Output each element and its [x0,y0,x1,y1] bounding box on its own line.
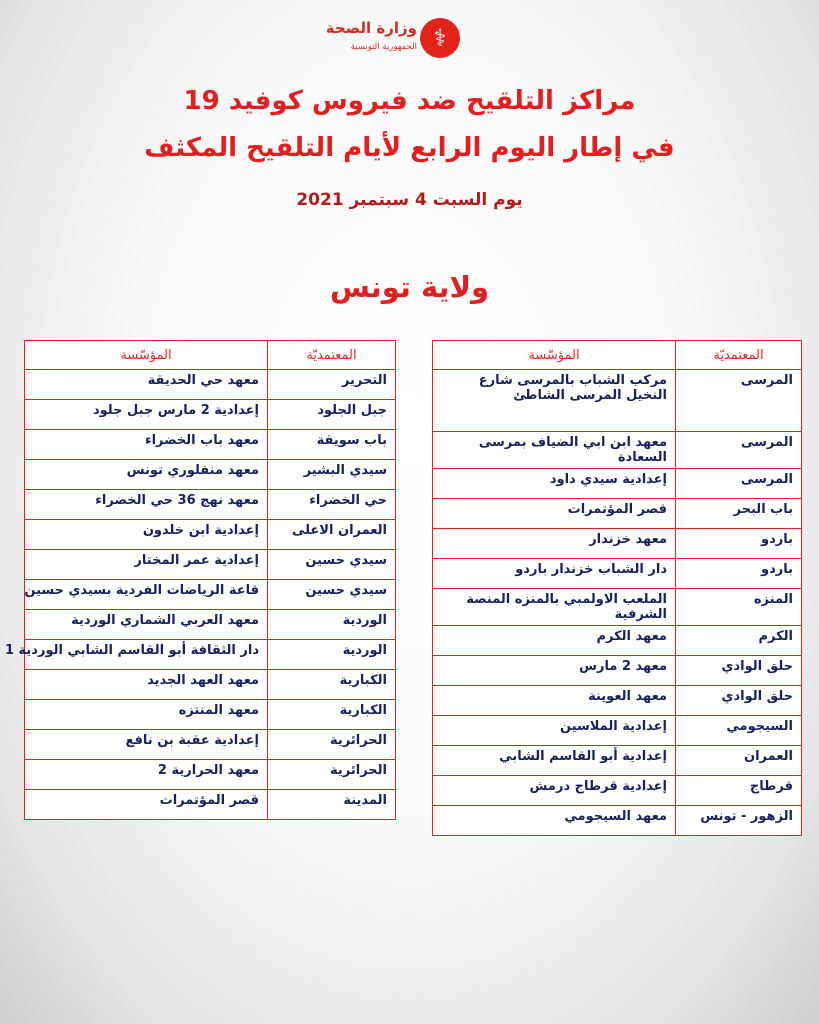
ministry-name: وزارة الصحة [325,19,417,37]
delegation-cell: الحرائرية [268,730,396,760]
column-header-delegation: المعتمديّة [268,341,396,370]
ministry-logo [325,16,479,66]
institution-cell: معهد منفلوري تونس [25,460,268,490]
table-row [25,580,396,610]
delegation-cell: التحرير [268,370,396,400]
institution-cell: معهد ابن ابي الضياف بمرسى السعادة [433,432,676,469]
column-header-institution: المؤسّسة [25,341,268,370]
delegation-cell: باب سويقة [268,430,396,460]
institution-cell: إعدادية عمر المختار [25,550,268,580]
institution-cell: معهد المنتزه [25,700,268,730]
table-row [25,400,396,430]
institution-cell: إعدادية عقبة بن نافع [25,730,268,760]
delegation-cell: الكبارية [268,700,396,730]
table-row [25,610,396,640]
institution-cell: إعدادية الملاسين [433,716,676,746]
table-row [25,550,396,580]
table-row [433,776,802,806]
delegation-cell: الزهور - تونس [676,806,802,836]
institution-cell: معهد 2 مارس [433,656,676,686]
table-row [25,460,396,490]
column-header-institution: المؤسّسة [433,341,676,370]
institution-cell: معهد حي الحديقة [25,370,268,400]
delegation-cell: قرطاج [676,776,802,806]
institution-cell: دار الشباب خزندار باردو [433,559,676,589]
institution-cell: معهد العهد الجديد [25,670,268,700]
table-row [433,559,802,589]
institution-cell: إعدادية سيدي داود [433,469,676,499]
delegation-cell: سيدي حسين [268,550,396,580]
institution-cell: مركب الشباب بالمرسى شارع النخيل المرسى الشاطئ [433,370,676,432]
delegation-cell: المرسى [676,370,802,432]
delegation-cell: الكبارية [268,670,396,700]
table-row [25,430,396,460]
delegation-cell: الوردية [268,640,396,670]
table-row [433,626,802,656]
institution-cell: قاعة الرياضات الفردية بسيدي حسين [25,580,268,610]
table-row [25,490,396,520]
delegation-cell: الكرم [676,626,802,656]
vaccination-centers-table-right [432,340,802,836]
page-title-line1: مراكز التلقيح ضد فيروس كوفيد 19 [183,86,636,116]
institution-cell: قصر المؤتمرات [433,499,676,529]
delegation-cell: سيدي البشير [268,460,396,490]
table-row [25,760,396,790]
delegation-cell: سيدي حسين [268,580,396,610]
column-header-delegation: المعتمديّة [676,341,802,370]
page-date: يوم السبت 4 سبتمبر 2021 [296,190,523,210]
delegation-cell: الوردية [268,610,396,640]
delegation-cell: باردو [676,529,802,559]
delegation-cell: باردو [676,559,802,589]
table-row [25,640,396,670]
table-row [433,499,802,529]
table-row [25,370,396,400]
governorate-heading: ولاية تونس [329,270,490,304]
table-row [433,469,802,499]
table-row [433,806,802,836]
institution-cell: إعدادية 2 مارس جبل جلود [25,400,268,430]
page-title-line2: في إطار اليوم الرابع لأيام التلقيح المكثف [144,133,675,163]
delegation-cell: العمران [676,746,802,776]
institution-cell: معهد خزندار [433,529,676,559]
table-row [433,656,802,686]
delegation-cell: جبل الجلود [268,400,396,430]
institution-cell: معهد الحرارية 2 [25,760,268,790]
table-row [433,370,802,432]
ministry-subtitle: الجمهورية التونسية [350,42,417,52]
delegation-cell: المنزه [676,589,802,626]
table-row [25,790,396,820]
delegation-cell: حلق الوادي [676,686,802,716]
delegation-cell: المدينة [268,790,396,820]
vaccination-centers-table-left [4,340,396,820]
delegation-cell: حي الخضراء [268,490,396,520]
table-row [433,746,802,776]
institution-cell: إعدادية ابن خلدون [25,520,268,550]
institution-cell: دار الثقافة أبو القاسم الشابي الوردية 1 [25,640,268,670]
delegation-cell: العمران الاعلى [268,520,396,550]
delegation-cell: حلق الوادي [676,656,802,686]
delegation-cell: المرسى [676,432,802,469]
table-row [433,432,802,469]
table-row [25,700,396,730]
table-row [433,529,802,559]
delegation-cell: المرسى [676,469,802,499]
delegation-cell: باب البحر [676,499,802,529]
institution-cell: معهد العربي الشماري الوردية [25,610,268,640]
table-row [25,520,396,550]
table-row [433,716,802,746]
table-row [25,730,396,760]
institution-cell: معهد باب الخضراء [25,430,268,460]
table-row [25,670,396,700]
institution-cell: الملعب الاولمبي بالمنزه المنصة الشرفية [433,589,676,626]
delegation-cell: السيجومي [676,716,802,746]
ministry-emblem-icon: ⚕ [420,18,460,58]
institution-cell: معهد السيجومي [433,806,676,836]
institution-cell: معهد الكرم [433,626,676,656]
institution-cell: معهد نهج 36 حي الخضراء [25,490,268,520]
institution-cell: إعدادية أبو القاسم الشابي [433,746,676,776]
institution-cell: معهد العوينة [433,686,676,716]
table-row [433,686,802,716]
institution-cell: قصر المؤتمرات [25,790,268,820]
institution-cell: إعدادية قرطاج درمش [433,776,676,806]
table-row [433,589,802,626]
delegation-cell: الحرائرية [268,760,396,790]
